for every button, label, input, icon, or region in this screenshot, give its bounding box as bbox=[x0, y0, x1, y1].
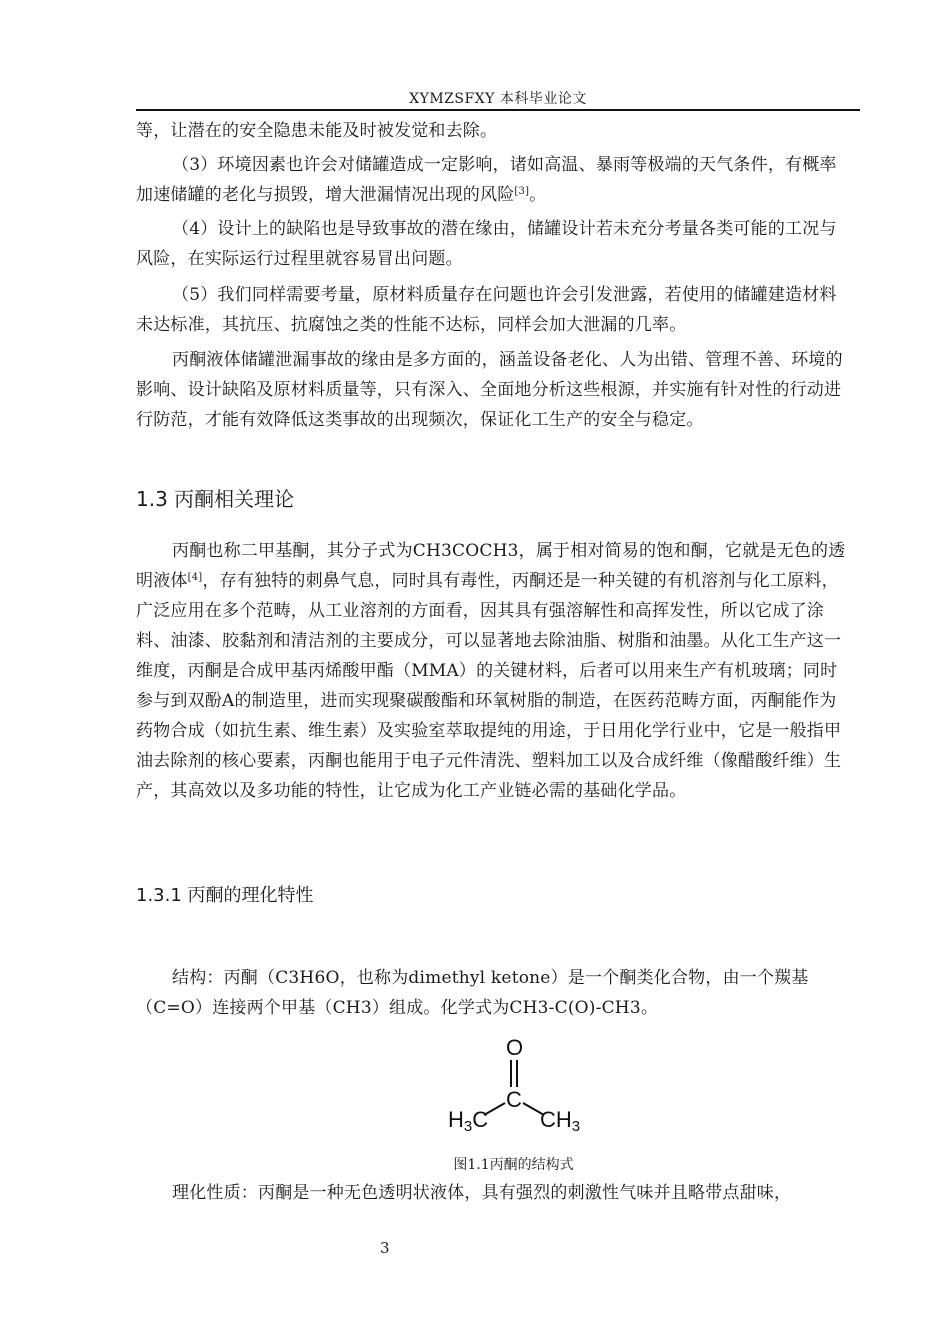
paragraph-summary: 丙酮液体储罐泄漏事故的缘由是多方面的，涵盖设备老化、人为出错、管理不善、环境的影响、设计缺陷及原材料质量等，只有深入、全面地分析这些根源，并实施有针对性的行动进行防范，才能有效降低这类事故的出现频次，保证化工生产的安全与稳定。 bbox=[136, 350, 843, 430]
left-methyl-label: H3C bbox=[448, 1107, 489, 1135]
paragraph-text: ，存有独特的刺鼻气息，同时具有毒性，丙酮还是一种关键的有机溶剂与化工原料，广泛应用在多个范畴，从工业溶剂的方面看，因其具有强溶解性和高挥发性，所以它成了涂料、油漆、胶黏剂和清洁剂的主要成分，可以显著地去除油脂、树脂和油墨。从化工生产这一维度，丙酮是合成甲基丙烯酸甲酯（MMA）的关键材料，后者可以用来生产有机玻璃；同时参与到双酚A的制造里，进而实现聚碳酸酯和环氧树脂的制造，在医药范畴方面，丙酮能作为药物合成（如抗生素、维生素）及实验室萃取提纯的用途，于日用化学行业中，它是一般指甲油去除剂的核心要素，丙酮也能用于电子元件清洗、塑料加工以及合成纤维（像醋酸纤维）生产，其高效以及多功能的特性，让它成为化工产业链必需的基础化学品。 bbox=[136, 571, 842, 801]
paragraph-design-defect: （4）设计上的缺陷也是导致事故的潜在缘由，储罐设计若未充分考量各类可能的工况与风险，在实际运行过程里就容易冒出问题。 bbox=[136, 219, 837, 269]
oxygen-label: O bbox=[506, 1035, 524, 1060]
section-heading: 1.3 丙酮相关理论 bbox=[136, 487, 295, 511]
paragraph-text: （3）环境因素也许会对储罐造成一定影响，诸如高温、暴雨等极端的天气条件，有概率加速储罐的老化与损毁，增大泄漏情况出现的风险 bbox=[136, 155, 837, 205]
paragraph-properties: 理化性质：丙酮是一种无色透明状液体，具有强烈的刺激性气味并且略带点甜味， bbox=[172, 1183, 792, 1203]
paragraph-environment-factor bbox=[136, 150, 848, 210]
paragraph-structure: 结构：丙酮（C3H6O，也称为dimethyl ketone）是一个酮类化合物，由一个羰基（C=O）连接两个甲基（CH3）组成。化学式为CH3-C(O)-CH3。 bbox=[136, 968, 809, 1018]
paragraph-continuation: 等，让潜在的安全隐患未能及时被发觉和去除。 bbox=[136, 121, 498, 141]
paragraph-acetone-intro bbox=[136, 536, 848, 806]
paragraph-text: 。 bbox=[529, 185, 547, 205]
subsection-heading: 1.3.1 丙酮的理化特性 bbox=[136, 885, 314, 906]
paragraph-material-quality: （5）我们同样需要考量，原材料质量存在问题也许会引发泄露，若使用的储罐建造材料未达标准，其抗压、抗腐蚀之类的性能不达标，同样会加大泄漏的几率。 bbox=[136, 285, 837, 335]
page-number: 3 bbox=[380, 1239, 390, 1257]
center-carbon-label: C bbox=[506, 1087, 522, 1112]
header-rule bbox=[136, 109, 860, 111]
running-header: XYMZSFXY 本科毕业论文 bbox=[409, 91, 587, 107]
citation-ref: [4] bbox=[187, 572, 203, 583]
paragraph-text: 丙酮也称二甲基酮，其分子式为CH3COCH3，属于相对简易的饱和酮，它就是无色的透明液体 bbox=[136, 541, 846, 591]
acetone-structure-figure bbox=[448, 1035, 581, 1135]
right-methyl-label: CH3 bbox=[540, 1107, 581, 1135]
citation-ref: [3] bbox=[514, 186, 530, 197]
figure-caption: 图1.1丙酮的结构式 bbox=[453, 1157, 574, 1173]
